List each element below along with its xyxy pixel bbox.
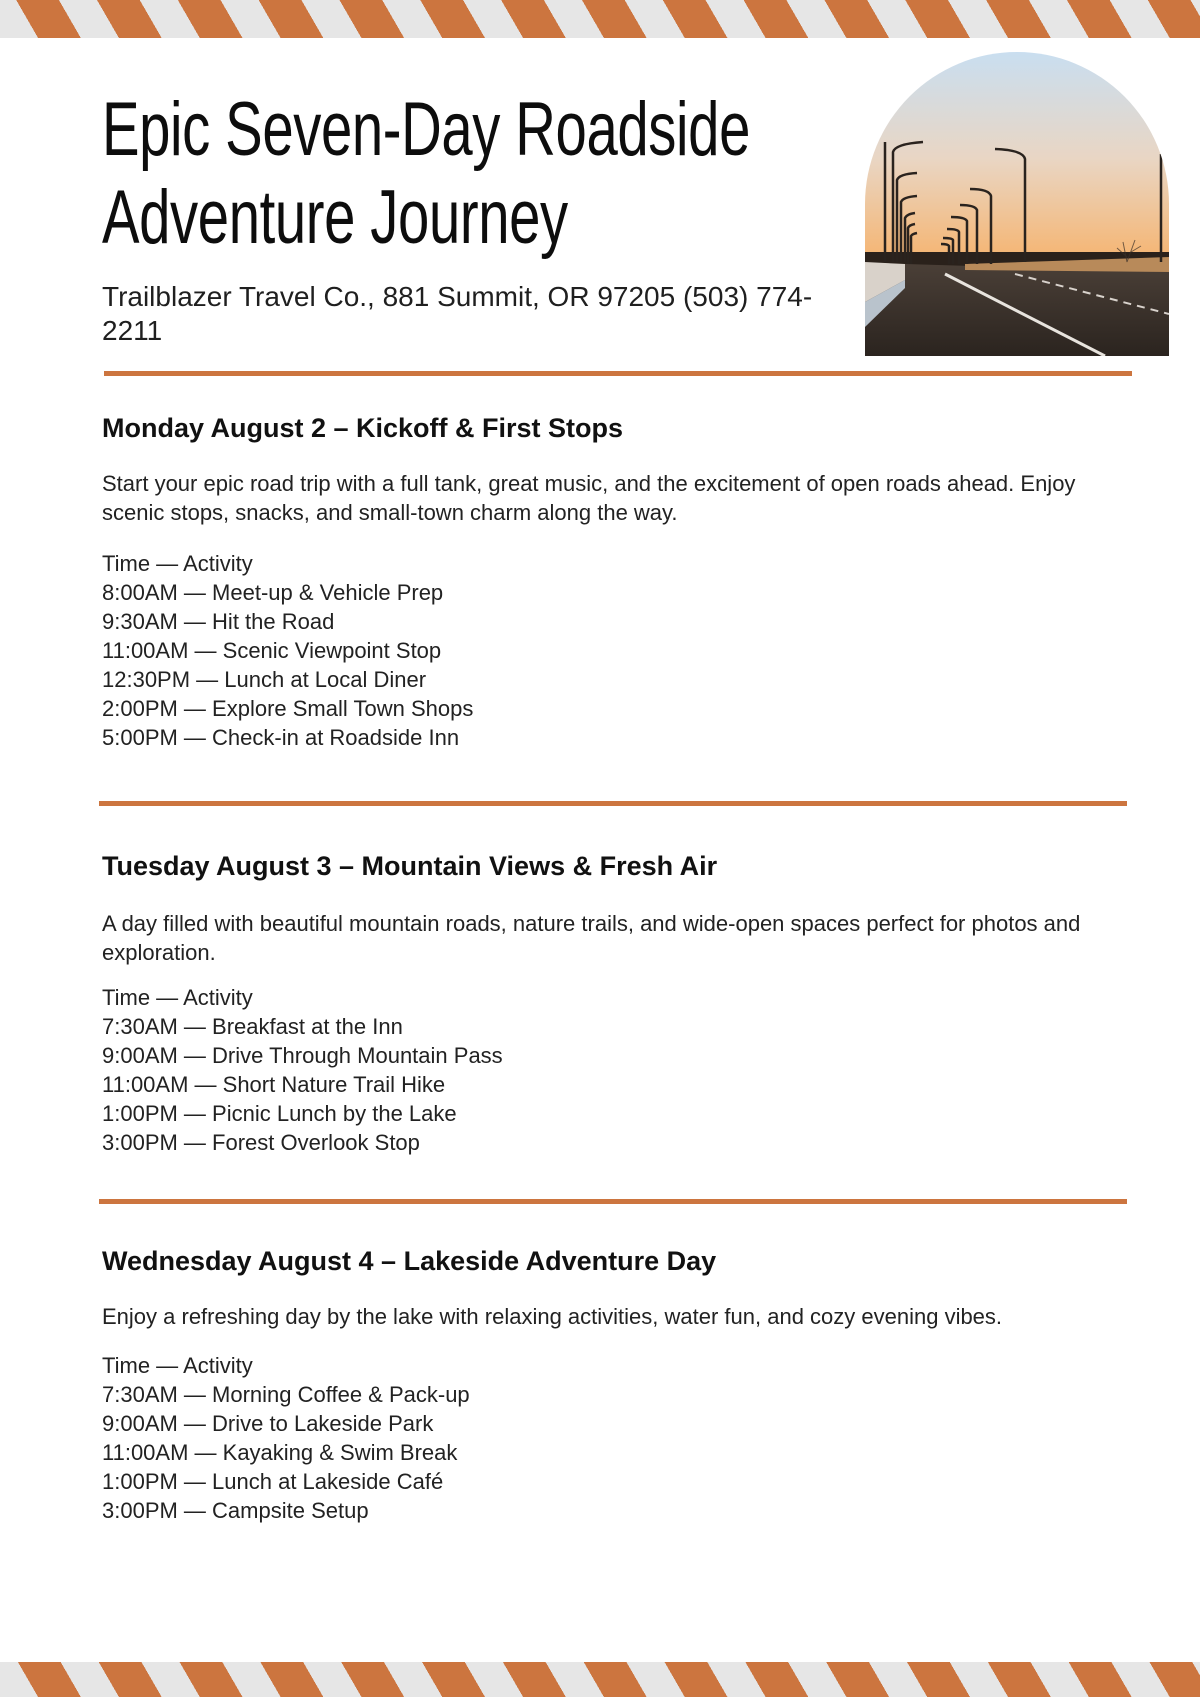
schedule-item: 11:00AM — Scenic Viewpoint Stop [102, 638, 442, 663]
schedule-item: 1:00PM — Lunch at Lakeside Café [102, 1469, 444, 1494]
day-heading: Tuesday August 3 – Mountain Views & Fresh Air [102, 851, 718, 881]
schedule-item: 9:30AM — Hit the Road [102, 609, 335, 634]
schedule-item: 9:00AM — Drive to Lakeside Park [102, 1411, 434, 1436]
schedule-item: 9:00AM — Drive Through Mountain Pass [102, 1043, 503, 1068]
title-line-2: Adventure Journey [102, 175, 568, 260]
page-title [102, 86, 750, 262]
schedule-list [102, 983, 1122, 1157]
schedule-item: 3:00PM — Campsite Setup [102, 1498, 369, 1523]
schedule-item: 7:30AM — Morning Coffee & Pack-up [102, 1382, 470, 1407]
schedule-item: 2:00PM — Explore Small Town Shops [102, 696, 474, 721]
schedule-item: 5:00PM — Check-in at Roadside Inn [102, 725, 460, 750]
section-divider [99, 801, 1127, 806]
schedule-list [102, 1351, 1122, 1525]
schedule-item: 12:30PM — Lunch at Local Diner [102, 667, 427, 692]
section-divider [99, 1199, 1127, 1204]
schedule-item: 7:30AM — Breakfast at the Inn [102, 1014, 403, 1039]
schedule-header: Time — Activity [102, 551, 253, 576]
schedule-item: 11:00AM — Short Nature Trail Hike [102, 1072, 446, 1097]
day-heading: Monday August 2 – Kickoff & First Stops [102, 413, 624, 443]
day-heading: Wednesday August 4 – Lakeside Adventure Day [102, 1246, 717, 1276]
hazard-stripe-header [0, 0, 1200, 38]
day-section-wednesday [102, 1244, 1122, 1525]
schedule-header: Time — Activity [102, 1353, 253, 1378]
day-description: A day filled with beautiful mountain roads, nature trails, and wide-open spaces perfect for photos and exploration. [102, 911, 1081, 965]
schedule-list [102, 549, 1122, 752]
schedule-header: Time — Activity [102, 985, 253, 1010]
day-description: Enjoy a refreshing day by the lake with relaxing activities, water fun, and cozy evening vibes. [102, 1304, 1003, 1329]
hero-image-road-sunset [865, 52, 1169, 356]
schedule-item: 3:00PM — Forest Overlook Stop [102, 1130, 420, 1155]
schedule-item: 1:00PM — Picnic Lunch by the Lake [102, 1101, 457, 1126]
schedule-item: 11:00AM — Kayaking & Swim Break [102, 1440, 458, 1465]
day-description: Start your epic road trip with a full tank, great music, and the excitement of open roads ahead. Enjoy scenic stops, snacks, and small-town charm along the way. [102, 471, 1076, 525]
hazard-stripe-footer [0, 1662, 1200, 1697]
day-section-tuesday [102, 849, 1122, 1157]
company-address: Trailblazer Travel Co., 881 Summit, OR 97205 (503) 774-2211 [102, 281, 813, 346]
day-section-monday [102, 411, 1122, 752]
title-line-1: Epic Seven-Day Roadside [102, 87, 750, 172]
section-divider [104, 371, 1132, 376]
schedule-item: 8:00AM — Meet-up & Vehicle Prep [102, 580, 444, 605]
